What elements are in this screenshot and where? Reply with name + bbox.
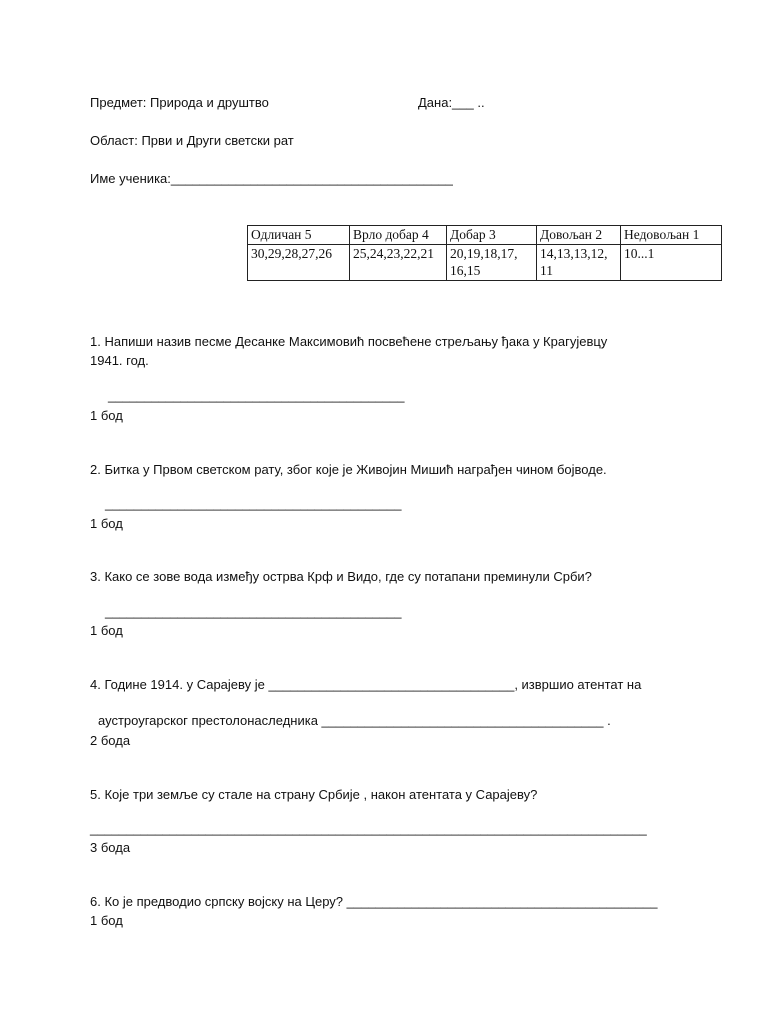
question-4-text: 4. Године 1914. у Сарајеву је __________________________________, извршио атентат на	[90, 677, 642, 692]
question-3-answer-line[interactable]: _________________________________________	[105, 604, 402, 619]
grade-header-5: Одличан 5	[248, 226, 350, 245]
student-name-field: Име ученика:_______________________________________	[90, 171, 453, 186]
question-1-points: 1 бод	[90, 408, 123, 423]
question-6-text: 6. Ко је предводио српску војску на Церу? ___________________________________________	[90, 894, 658, 909]
grade-range-1: 10...1	[621, 245, 722, 281]
subject-label: Предмет: Природа и друштво	[90, 95, 269, 110]
grade-range-5: 30,29,28,27,26	[248, 245, 350, 281]
grade-range-4: 25,24,23,22,21	[350, 245, 447, 281]
question-5-text: 5. Које три земље су стале на страну Србије , након атентата у Сарајеву?	[90, 787, 538, 802]
grade-table-values-row	[248, 245, 722, 281]
grade-header-2: Довољан 2	[537, 226, 621, 245]
grade-header-3: Добар 3	[447, 226, 537, 245]
question-5-points: 3 бода	[90, 840, 131, 855]
question-3-text: 3. Како се зове вода између острва Крф и Видо, где су потапани преминули Срби?	[90, 569, 592, 584]
grade-header-1: Недовољан 1	[621, 226, 722, 245]
grade-table-header-row	[248, 226, 722, 245]
question-3-points: 1 бод	[90, 623, 123, 638]
grade-range-2: 14,13,13,12, 11	[537, 245, 621, 281]
question-1-answer-line[interactable]: _________________________________________	[108, 388, 405, 403]
question-4-points: 2 бода	[90, 733, 131, 748]
grade-header-4: Врло добар 4	[350, 226, 447, 245]
area-label: Област: Први и Други светски рат	[90, 133, 294, 148]
date-field: Дана:___ ..	[418, 95, 485, 110]
grade-table	[247, 225, 722, 281]
grade-range-3: 20,19,18,17, 16,15	[447, 245, 537, 281]
question-6-points: 1 бод	[90, 913, 123, 928]
question-2-text: 2. Битка у Првом светском рату, због које је Живојин Мишић награђен чином бојводе.	[90, 462, 607, 477]
question-1-text: 1. Напиши назив песме Десанке Максимовић посвећене стрељању ђака у Крагујевцу	[90, 334, 608, 349]
question-1-text-cont: 1941. год.	[90, 353, 149, 368]
question-5-answer-line[interactable]: _____________________________________________________________________________	[90, 821, 647, 836]
question-2-answer-line[interactable]: _________________________________________	[105, 496, 402, 511]
question-4-text-cont: аустроугарског престолонаследника _______________________________________ .	[98, 713, 611, 728]
question-2-points: 1 бод	[90, 516, 123, 531]
